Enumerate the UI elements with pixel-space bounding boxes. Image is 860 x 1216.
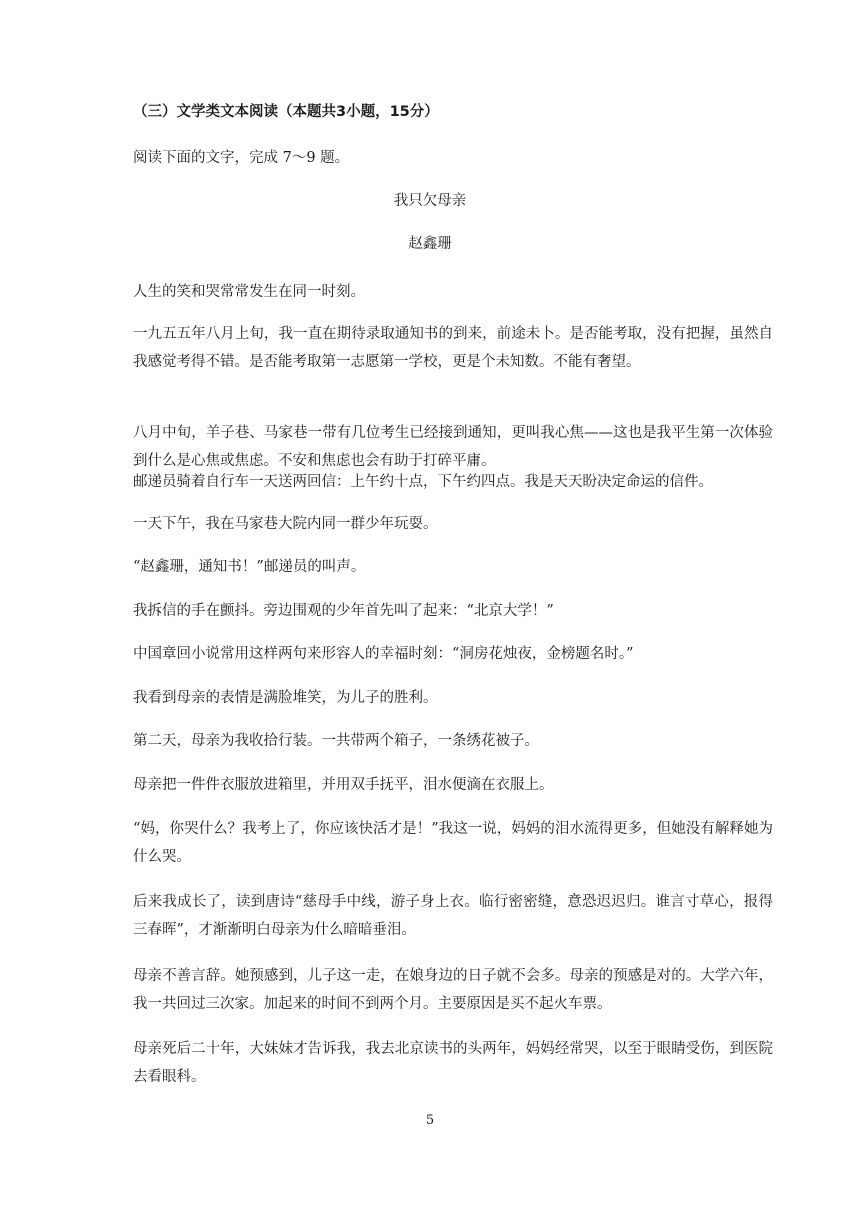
paragraph: 中国章回小说常用这样两句来形容人的幸福时刻：“洞房花烛夜，金榜题名时。” [133, 646, 634, 662]
paragraph: 母亲把一件件衣服放进箱里，并用双手抚平，泪水便滴在衣服上。 [133, 777, 554, 793]
paragraph: 第二天，母亲为我收拾行装。一共带两个箱子，一条绣花被子。 [133, 733, 539, 749]
paragraph: 母亲死后二十年，大妹妹才告诉我，我去北京读书的头两年，妈妈经常哭，以至于眼睛受伤，到医院去看眼科。 [133, 1041, 773, 1085]
paragraph: 后来我成长了，读到唐诗“慈母手中线，游子身上衣。临行密密缝，意恐迟迟归。谁言寸草心，报得三春晖”，才渐渐明白母亲为什么暗暗垂泪。 [133, 894, 773, 938]
paragraph: 我看到母亲的表情是满脸堆笑，为儿子的胜利。 [133, 690, 438, 706]
paragraph: “妈，你哭什么？我考上了，你应该快活才是！”我这一说，妈妈的泪水流得更多，但她没有解释她为什么哭。 [133, 821, 773, 865]
paragraph: 一天下午，我在马家巷大院内同一群少年玩耍。 [133, 516, 438, 532]
paragraph: “赵鑫珊，通知书！”邮递员的叫声。 [133, 559, 366, 575]
paragraph: 一九五五年八月上旬，我一直在期待录取通知书的到来，前途未卜。是否能考取，没有把握，虽然自我感觉考得不错。是否能考取第一志愿第一学校，更是个未知数。不能有奢望。 [133, 326, 773, 370]
paragraph: 母亲不善言辞。她预感到，儿子这一走，在娘身边的日子就不会多。母亲的预感是对的。大学六年，我一共回过三次家。加起来的时间不到两个月。主要原因是买不起火车票。 [133, 968, 773, 1012]
story-author: 赵鑫珊 [408, 236, 452, 252]
page-number: 5 [425, 1113, 435, 1128]
paragraph: 人生的笑和哭常常发生在同一时刻。 [133, 284, 365, 300]
story-title: 我只欠母亲 [393, 193, 467, 209]
paragraph: 邮递员骑着自行车一天送两回信：上午约十点，下午约四点。我是天天盼决定命运的信件。 [133, 474, 713, 490]
reading-instruction: 阅读下面的文字，完成 7～9 题。 [133, 150, 350, 166]
paragraph: 八月中旬，羊子巷、马家巷一带有几位考生已经接到通知，更叫我心焦——这也是我平生第一次体验到什么是心焦或焦虑。不安和焦虑也会有助于打碎平庸。 [133, 425, 773, 469]
paragraph: 我拆信的手在颤抖。旁边围观的少年首先叫了起来：“北京大学！” [133, 603, 554, 619]
section-heading: （三）文学类文本阅读（本题共3小题，15分） [133, 104, 439, 120]
